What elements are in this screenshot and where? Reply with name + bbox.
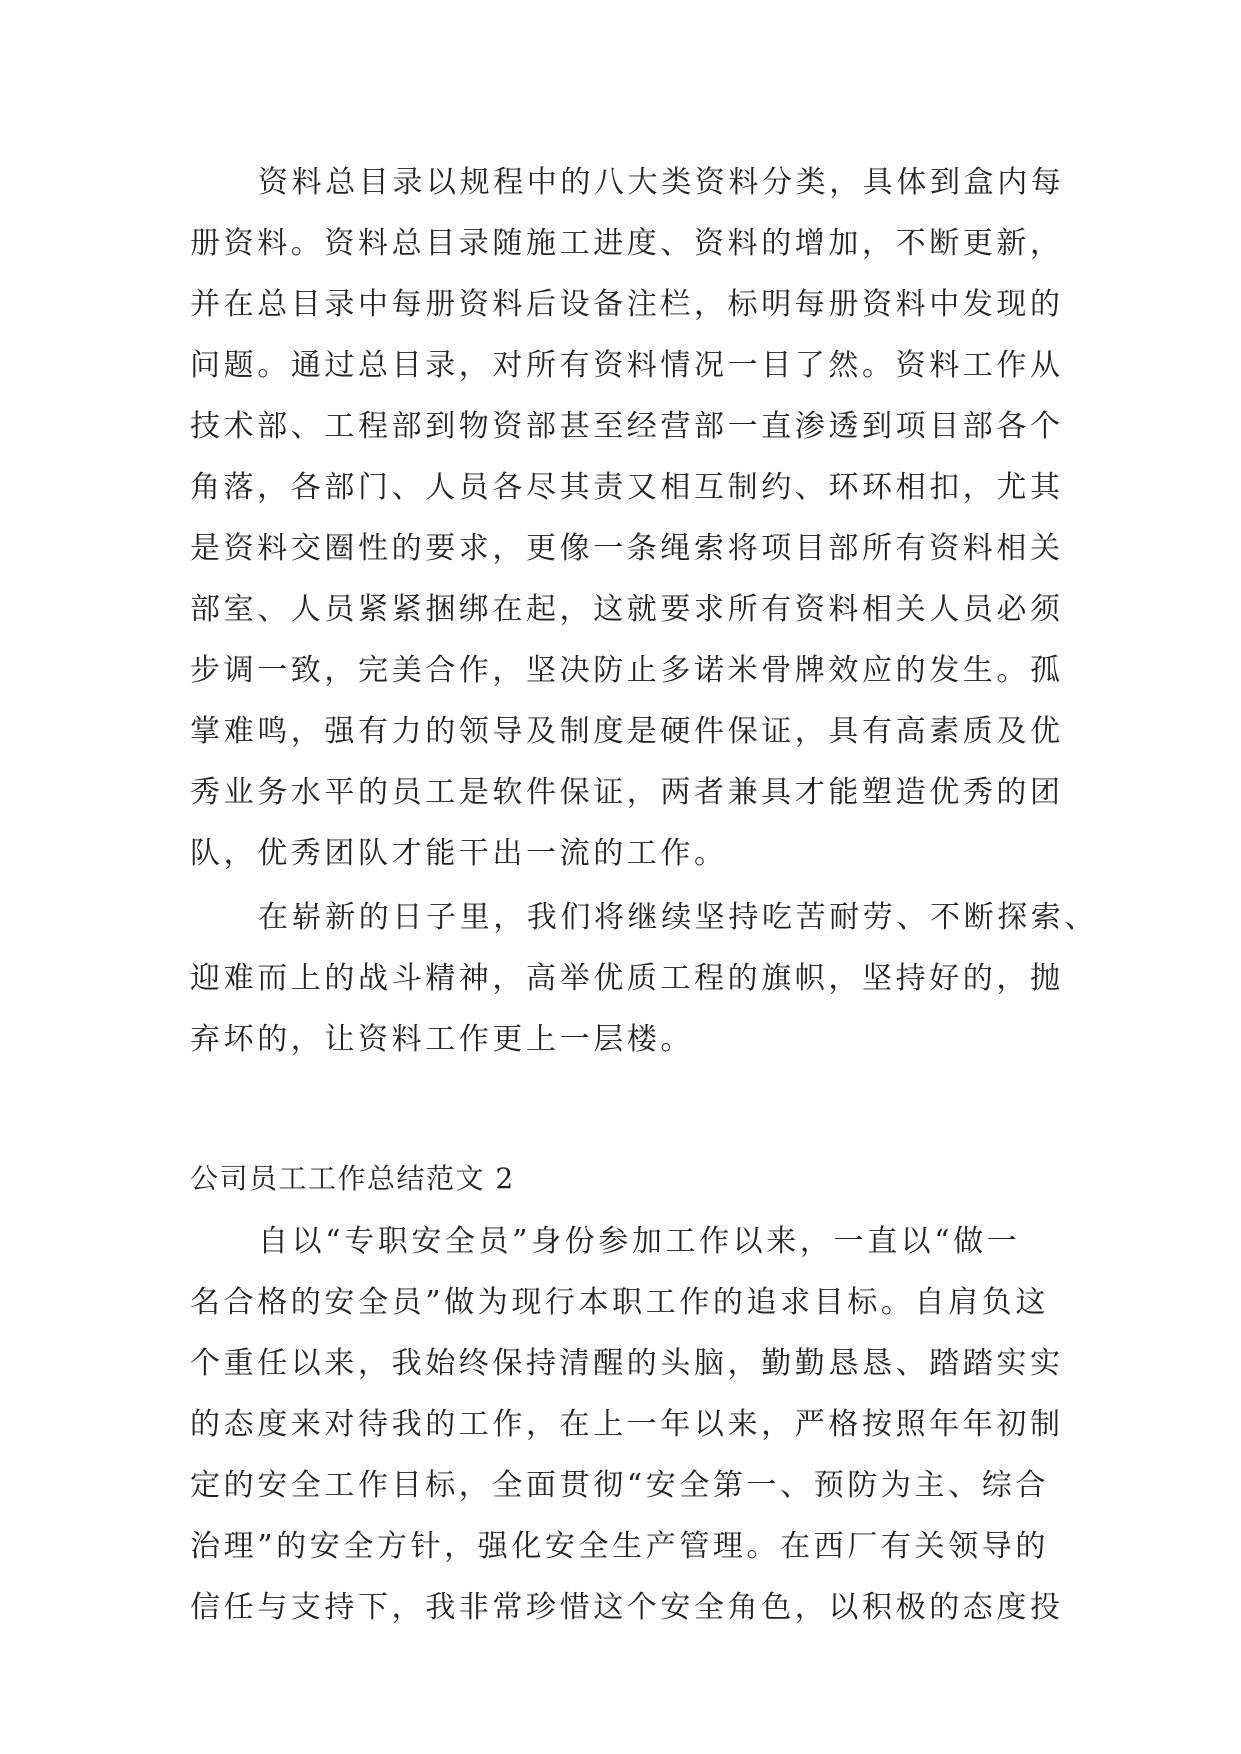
- paragraph-1-line-8: 部室、人员紧紧捆绑在起，这就要求所有资料相关人员必须: [190, 592, 1064, 627]
- paragraph-1-line-11: 秀业务水平的员工是软件保证，两者兼具才能塑造优秀的团: [190, 775, 1064, 810]
- paragraph-3-line-7: 信任与支持下，我非常珍惜这个安全角色，以积极的态度投: [190, 1590, 1064, 1625]
- paragraph-1-line-6: 角落，各部门、人员各尽其责又相互制约、环环相扣，尤其: [190, 470, 1064, 505]
- paragraph-3-line-5: 定的安全工作目标，全面贯彻“安全第一、预防为主、综合: [190, 1468, 1049, 1503]
- paragraph-3-line-1: 自以“专职安全员”身份参加工作以来，一直以“做一: [258, 1224, 1021, 1259]
- paragraph-2-line-1: 在崭新的日子里，我们将继续坚持吃苦耐劳、不断探索、: [258, 900, 1098, 935]
- paragraph-1-line-1: 资料总目录以规程中的八大类资料分类，具体到盒内每: [258, 165, 1065, 200]
- section-heading: 公司员工工作总结范文 2: [190, 1162, 515, 1195]
- paragraph-2-line-3: 弃坏的，让资料工作更上一层楼。: [190, 1022, 694, 1057]
- paragraph-1-line-4: 问题。通过总目录，对所有资料情况一目了然。资料工作从: [190, 348, 1064, 383]
- paragraph-1-line-2: 册资料。资料总目录随施工进度、资料的增加，不断更新，: [190, 226, 1064, 261]
- paragraph-2-line-2: 迎难而上的战斗精神，高举优质工程的旗帜，坚持好的，抛: [190, 961, 1064, 996]
- paragraph-3-line-6: 治理”的安全方针，强化安全生产管理。在西厂有关领导的: [190, 1529, 1049, 1564]
- paragraph-1-line-9: 步调一致，完美合作，坚决防止多诺米骨牌效应的发生。孤: [190, 653, 1064, 688]
- paragraph-3-line-3: 个重任以来，我始终保持清醒的头脑，勤勤恳恳、踏踏实实: [190, 1346, 1064, 1381]
- paragraph-3-line-4: 的态度来对待我的工作，在上一年以来，严格按照年年初制: [190, 1407, 1064, 1442]
- paragraph-1-line-5: 技术部、工程部到物资部甚至经营部一直渗透到项目部各个: [190, 409, 1064, 444]
- paragraph-1-line-3: 并在总目录中每册资料后设备注栏，标明每册资料中发现的: [190, 287, 1064, 322]
- paragraph-1-line-12: 队，优秀团队才能干出一流的工作。: [190, 836, 728, 871]
- paragraph-1-line-7: 是资料交圈性的要求，更像一条绳索将项目部所有资料相关: [190, 531, 1064, 566]
- paragraph-3-line-2: 名合格的安全员”做为现行本职工作的追求目标。自肩负这: [190, 1285, 1049, 1320]
- paragraph-1-line-10: 掌难鸣，强有力的领导及制度是硬件保证，具有高素质及优: [190, 714, 1064, 749]
